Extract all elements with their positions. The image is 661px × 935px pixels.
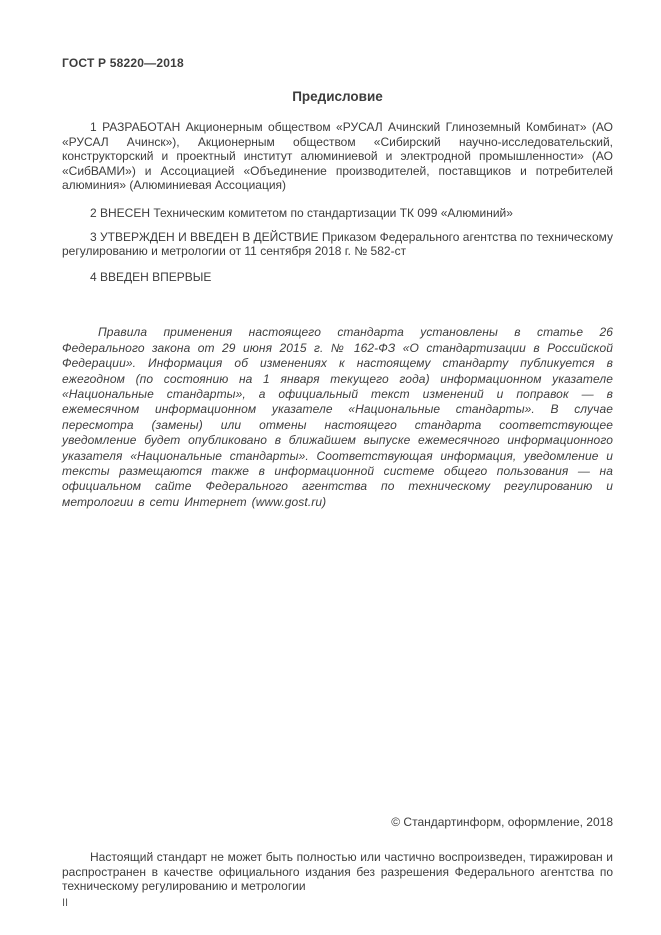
copyright-notice: © Стандартинформ, оформление, 2018 <box>391 815 613 830</box>
document-code: ГОСТ Р 58220—2018 <box>62 56 184 70</box>
foreword-item-submitted: 2 ВНЕСЕН Техническим комитетом по стандартизации ТК 099 «Алюминий» <box>90 205 513 220</box>
foreword-item-approved: 3 УТВЕРЖДЕН И ВВЕДЕН В ДЕЙСТВИЕ Приказом Федерального агентства по техническому регулированию и метрологии от 11 сентября 2018 г. № 582-ст <box>62 229 613 259</box>
section-title: Предисловие <box>292 89 383 104</box>
page-content <box>62 0 613 909</box>
foreword-item-developed: 1 РАЗРАБОТАН Акционерным обществом «РУСАЛ Ачинский Глиноземный Комбинат» (АО «РУСАЛ Ачинск»), Акционерным обществом «Сибирский научно-исследовательский, конструкторский и проектный институт алюминиевой и электродной промышленности» (АО «СибВАМИ») и Ассоциацией «Объединение производителей, поставщиков и потребителей алюминия» (Алюминиевая Ассоциация) <box>62 120 613 193</box>
page-number: II <box>62 897 69 909</box>
foreword-item-first-introduced: 4 ВВЕДЕН ВПЕРВЫЕ <box>90 269 212 284</box>
reproduction-restriction-notice: Настоящий стандарт не может быть полностью или частично воспроизведен, тиражирован и распространен в качестве официального издания без разрешения Федерального агентства по техническому регулированию и метрологии <box>62 850 613 894</box>
application-rules-paragraph: Правила применения настоящего стандарта установлены в статье 26 Федерального закона от 29 июня 2015 г. № 162-ФЗ «О стандартизации в Российской Федерации». Информация об изменениях к настоящему стандарту публикуется в ежегодном (по состоянию на 1 января текущего года) информационном указателе «Национальные стандарты», а официальный текст изменений и поправок — в ежемесячном информационном указателе «Национальные стандарты». В случае пересмотра (замены) или отмены настоящего стандарта соответствующее уведомление будет опубликовано в ближайшем выпуске ежемесячного информационного указателя «Национальные стандарты». Соответствующая информация, уведомление и тексты размещаются также в информационной системе общего пользования — на официальном сайте Федерального агентства по техническому регулированию и метрологии в сети Интернет (www.gost.ru) <box>62 325 613 509</box>
